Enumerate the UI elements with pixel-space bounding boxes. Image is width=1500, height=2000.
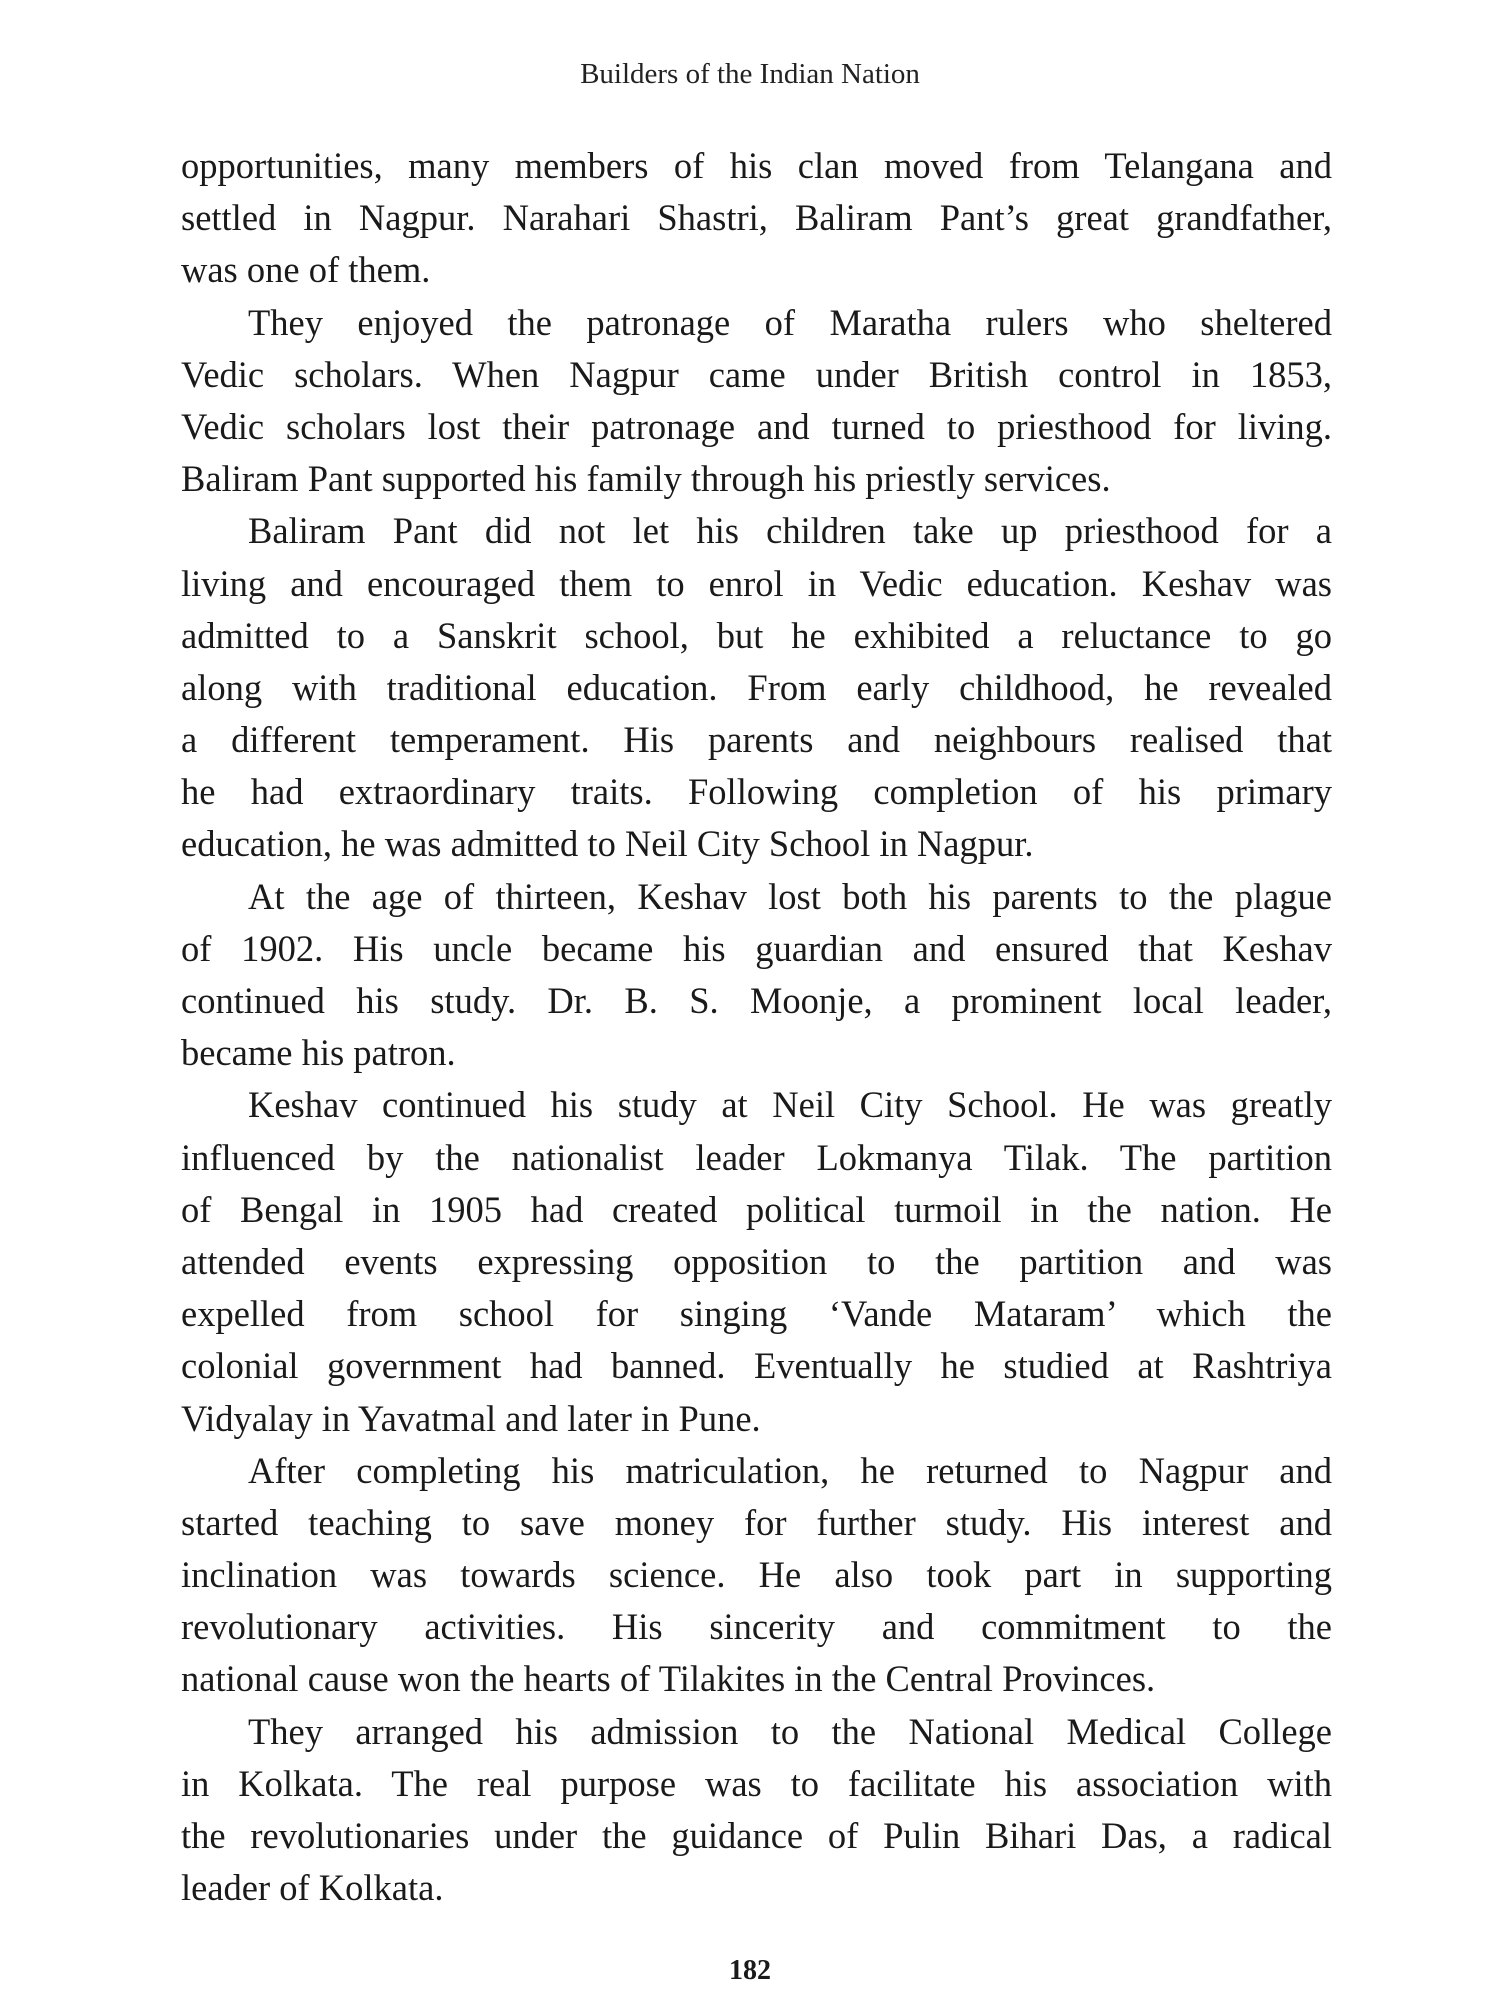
text-line: inclination was towards science. He also took part in supporting <box>181 1554 1332 1596</box>
paragraph <box>181 871 1332 1080</box>
text-line: of 1902. His uncle became his guardian and ensured that Keshav <box>181 927 1332 969</box>
page-number: 182 <box>729 1955 771 1986</box>
text-line: influenced by the nationalist leader Lokmanya Tilak. The partition <box>181 1136 1332 1178</box>
text-line: he had extraordinary traits. Following completion of his primary <box>181 771 1332 813</box>
text-line: After completing his matriculation, he returned to Nagpur and <box>248 1449 1332 1491</box>
text-line: started teaching to save money for further study. His interest and <box>181 1501 1332 1543</box>
text-line: At the age of thirteen, Keshav lost both his parents to the plague <box>248 875 1332 917</box>
body-text <box>181 140 1332 1914</box>
text-line: Baliram Pant supported his family through his priestly services. <box>181 458 1111 500</box>
text-line: Keshav continued his study at Neil City School. He was greatly <box>248 1084 1332 1126</box>
text-line: a different temperament. His parents and neighbours realised that <box>181 719 1332 761</box>
text-line: education, he was admitted to Neil City School in Nagpur. <box>181 823 1034 865</box>
paragraph <box>181 297 1332 506</box>
text-line: settled in Nagpur. Narahari Shastri, Baliram Pant’s great grandfather, <box>181 197 1332 239</box>
text-line: was one of them. <box>181 249 431 291</box>
text-line: along with traditional education. From early childhood, he revealed <box>181 666 1332 708</box>
text-line: national cause won the hearts of Tilakites in the Central Provinces. <box>181 1658 1156 1700</box>
paragraph <box>181 1706 1332 1915</box>
paragraph <box>181 505 1332 870</box>
text-line: leader of Kolkata. <box>181 1867 444 1909</box>
text-line: Baliram Pant did not let his children take up priesthood for a <box>248 510 1332 552</box>
text-line: Vedic scholars. When Nagpur came under British control in 1853, <box>181 353 1332 395</box>
text-line: opportunities, many members of his clan moved from Telangana and <box>181 145 1332 186</box>
text-line: attended events expressing opposition to the partition and was <box>181 1240 1332 1282</box>
paragraph <box>181 1079 1332 1444</box>
paragraph <box>181 1445 1332 1706</box>
text-line: revolutionary activities. His sincerity and commitment to the <box>181 1606 1332 1648</box>
text-line: living and encouraged them to enrol in Vedic education. Keshav was <box>181 562 1332 604</box>
running-header: Builders of the Indian Nation <box>580 58 920 90</box>
text-line: became his patron. <box>181 1032 456 1074</box>
text-line: of Bengal in 1905 had created political turmoil in the nation. He <box>181 1188 1332 1230</box>
text-line: the revolutionaries under the guidance of Pulin Bihari Das, a radical <box>181 1815 1332 1856</box>
text-line: Vedic scholars lost their patronage and turned to priesthood for living. <box>181 405 1332 447</box>
text-line: Vidyalay in Yavatmal and later in Pune. <box>181 1397 761 1439</box>
text-line: They enjoyed the patronage of Maratha rulers who sheltered <box>248 301 1332 343</box>
text-line: expelled from school for singing ‘Vande Mataram’ which the <box>181 1293 1332 1335</box>
text-line: admitted to a Sanskrit school, but he exhibited a reluctance to go <box>181 614 1332 656</box>
text-line: in Kolkata. The real purpose was to facilitate his association with <box>181 1762 1332 1804</box>
text-line: continued his study. Dr. B. S. Moonje, a prominent local leader, <box>181 980 1332 1021</box>
text-line: They arranged his admission to the National Medical College <box>248 1710 1332 1752</box>
text-line: colonial government had banned. Eventually he studied at Rashtriya <box>181 1345 1332 1387</box>
paragraph <box>181 140 1332 297</box>
